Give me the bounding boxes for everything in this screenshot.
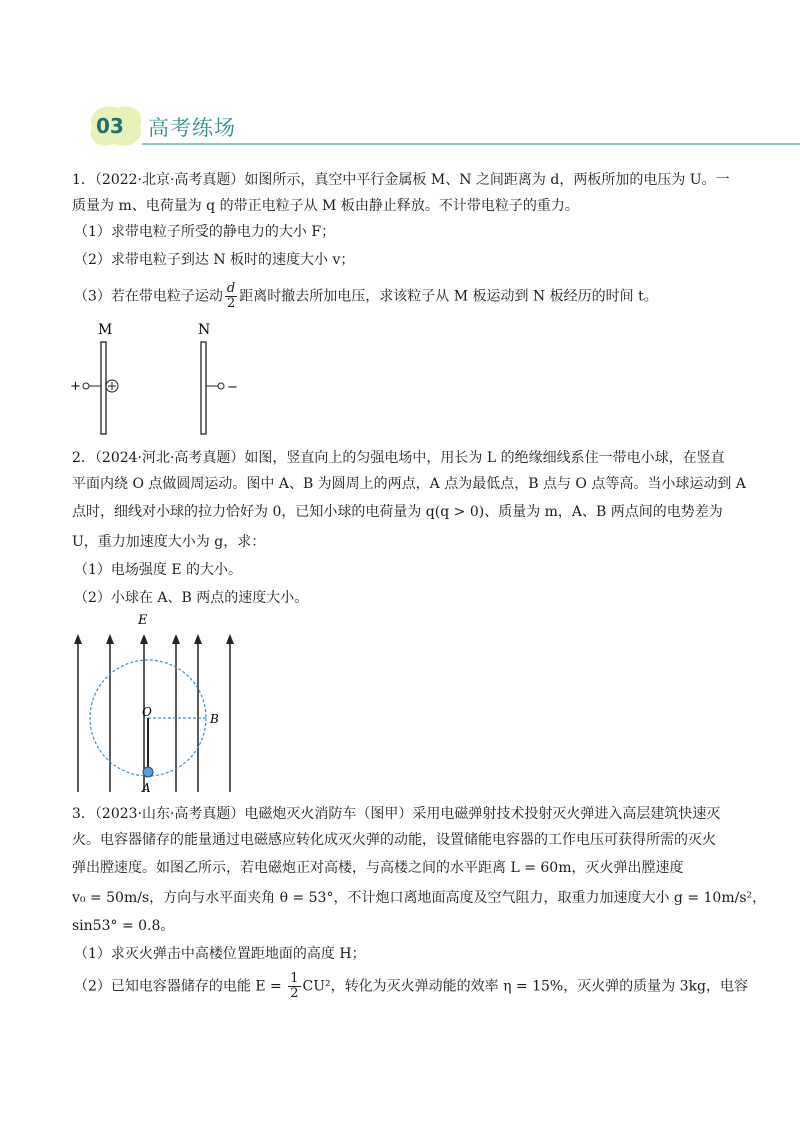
fraction-denominator: 2	[226, 296, 236, 311]
q3-line-4: v₀ = 50m/s，方向与水平面夹角 θ = 53°，不计炮口离地面高度及空气阻力，取重力加速度大小 g = 10m/s²，	[72, 890, 767, 906]
q2-sub-2: （2）小球在 A、B 两点的速度大小。	[74, 590, 309, 606]
q2-sub-1: （1）电场强度 E 的大小。	[74, 562, 243, 578]
q1-sub-3-text-b: 距离时撤去所加电压，求该粒子从 M 板运动到 N 板经历的时间 t。	[239, 288, 658, 305]
field-arrowheads	[74, 634, 234, 644]
fraction-denominator: 2	[290, 986, 299, 1001]
q1-sub-3-text-a: （3）若在带电粒子运动	[74, 288, 223, 305]
q1-line-2: 质量为 m、电荷量为 q 的带正电粒子从 M 板由静止释放。不计带电粒子的重力。	[72, 198, 579, 214]
plus-terminal	[83, 383, 89, 389]
fraction-numerator: 1	[290, 971, 299, 986]
charged-ball	[143, 767, 153, 777]
q3-line-2: 火。电容器储存的能量通过电磁感应转化成灭火弹的动能，设置储能电容器的工作电压可获得所需的灭火	[72, 832, 716, 848]
section-header	[84, 100, 724, 150]
minus-terminal-label: −	[227, 380, 238, 395]
fraction-numerator: d	[226, 281, 236, 296]
plus-terminal-label: +	[70, 379, 81, 394]
q2-line-4: U，重力加速度大小为 g，求：	[72, 534, 266, 550]
q1-sub-3	[74, 282, 658, 311]
field-lines	[78, 640, 230, 792]
plate-n	[201, 342, 206, 434]
q3-sub-2-text-a: （2）已知电容器储存的电能 E =	[74, 978, 287, 995]
plate-n-label: N	[198, 322, 211, 338]
q2-line-1: 2．（2024·河北·高考真题）如图，竖直向上的匀强电场中，用长为 L 的绝缘细线系住一带电小球，在竖直	[72, 450, 725, 466]
section-number: 03	[96, 114, 124, 138]
q3-line-3: 弹出膛速度。如图乙所示，若电磁炮正对高楼，与高楼之间的水平距离 L = 60m，灭火弹出膛速度	[72, 860, 684, 876]
plate-m-label: M	[98, 322, 113, 338]
point-b-label: B	[210, 712, 219, 726]
q2-line-2: 平面内绕 O 点做圆周运动。图中 A、B 为圆周上的两点，A 点为最低点，B 点与 O 点等高。当小球运动到 A	[72, 476, 746, 492]
q3-line-1: 3．（2023·山东·高考真题）电磁炮灭火消防车（图甲）采用电磁弹射技术投射灭火弹进入高层建筑快速灭	[72, 806, 721, 822]
plate-m	[101, 342, 106, 434]
field-e-label: E	[138, 613, 148, 628]
point-a-label: A	[142, 781, 151, 795]
section-divider	[142, 143, 800, 145]
fraction-one-half	[288, 972, 300, 1001]
section-title: 高考练场	[148, 116, 236, 140]
q1-sub-2: （2）求带电粒子到达 N 板时的速度大小 v；	[74, 252, 355, 268]
q3-sub-1: （1）求灭火弹击中高楼位置距地面的高度 H；	[74, 946, 366, 962]
q3-sub-2-text-b: CU²，转化为灭火弹动能的效率 η = 15%，灭火弹的质量为 3kg，电容	[302, 978, 749, 995]
fraction-d-over-2	[225, 282, 237, 311]
q3-line-5: sin53° = 0.8。	[72, 918, 175, 934]
q2-line-3: 点时，细线对小球的拉力恰好为 0，已知小球的电荷量为 q(q > 0)、质量为 m，A、B 两点间的电势差为	[72, 504, 723, 520]
q3-sub-2	[74, 972, 748, 1001]
q2-figure-field	[66, 612, 246, 796]
q1-figure-plates	[66, 318, 256, 442]
point-o-label: O	[142, 705, 152, 719]
q1-line-1: 1．（2022·北京·高考真题）如图所示，真空中平行金属板 M、N 之间距离为 d，两板所加的电压为 U。一	[72, 172, 730, 188]
minus-terminal	[218, 383, 224, 389]
q1-sub-1: （1）求带电粒子所受的静电力的大小 F；	[74, 224, 336, 240]
